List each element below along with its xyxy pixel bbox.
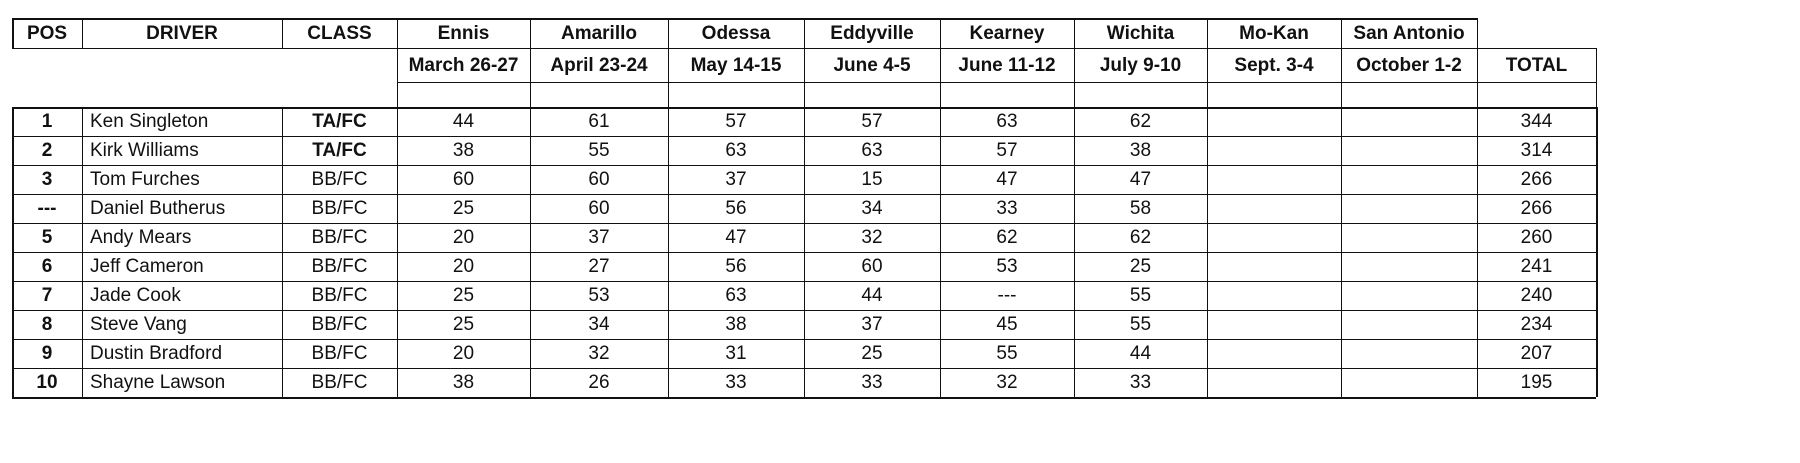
row-score: 53 [996, 256, 1018, 277]
row-score: 34 [861, 198, 883, 219]
header-event-city: Ennis [437, 22, 490, 44]
grid-line [1596, 48, 1597, 107]
row-score [1207, 310, 1341, 339]
row-class: BB/FC [311, 285, 368, 306]
row-score: 25 [452, 314, 475, 335]
grid-line [804, 107, 805, 397]
row-score: 47 [725, 227, 747, 248]
header-pos: POS [26, 22, 68, 44]
grid-line [397, 107, 398, 397]
row-class: TA/FC [312, 111, 367, 132]
grid-line [1207, 48, 1208, 107]
grid-line [1477, 107, 1478, 397]
row-driver: Tom Furches [90, 169, 200, 190]
grid-line [82, 18, 83, 48]
row-score [1341, 339, 1477, 368]
row-score: 27 [588, 256, 610, 277]
row-total: 314 [1520, 140, 1553, 161]
row-score: 55 [588, 140, 610, 161]
row-score: 56 [725, 198, 747, 219]
header-event-city: Mo-Kan [1239, 22, 1309, 44]
row-pos: 1 [41, 111, 53, 132]
standings-table [12, 18, 1788, 448]
row-score: 25 [1129, 256, 1152, 277]
grid-line [12, 397, 1596, 399]
row-class: BB/FC [311, 198, 368, 219]
row-score: 33 [861, 372, 883, 393]
row-score: 47 [996, 169, 1018, 190]
row-score: 33 [1129, 372, 1152, 393]
grid-line [940, 107, 941, 397]
row-score: 45 [996, 314, 1018, 335]
row-score: 20 [452, 227, 475, 248]
row-score: 55 [1129, 285, 1152, 306]
grid-line [397, 18, 398, 48]
row-score: 55 [996, 343, 1018, 364]
header-event-city: Eddyville [830, 22, 914, 44]
grid-line [668, 48, 669, 107]
row-total: 207 [1520, 343, 1553, 364]
row-score: 20 [452, 343, 475, 364]
row-score: 37 [861, 314, 883, 335]
grid-line [530, 48, 531, 107]
row-pos: 3 [41, 169, 53, 190]
grid-line [397, 48, 398, 107]
grid-line [530, 18, 531, 48]
row-score: 63 [725, 140, 747, 161]
row-class: BB/FC [311, 256, 368, 277]
row-driver: Dustin Bradford [90, 343, 223, 364]
row-score: --- [997, 285, 1017, 306]
row-score: 63 [725, 285, 747, 306]
row-score: 38 [452, 372, 475, 393]
grid-line [282, 18, 283, 48]
row-score [1207, 165, 1341, 194]
row-score: 63 [996, 111, 1018, 132]
grid-line [1207, 107, 1208, 397]
row-class: BB/FC [311, 372, 368, 393]
grid-line [12, 48, 1477, 49]
row-pos: 10 [36, 372, 58, 393]
row-score: 26 [588, 372, 610, 393]
row-score: 63 [861, 140, 883, 161]
row-score: 60 [588, 169, 610, 190]
row-class: BB/FC [311, 343, 368, 364]
row-score: 62 [1129, 111, 1152, 132]
header-event-dates: June 11-12 [958, 54, 1056, 76]
grid-line [1341, 18, 1342, 48]
grid-line [12, 107, 14, 397]
grid-line [668, 18, 669, 48]
grid-line [1341, 107, 1342, 397]
row-score: 25 [861, 343, 883, 364]
row-score: 47 [1129, 169, 1152, 190]
grid-line [668, 107, 669, 397]
row-score: 34 [588, 314, 610, 335]
grid-line [282, 107, 283, 397]
row-score [1207, 368, 1341, 397]
row-score [1207, 252, 1341, 281]
row-score [1341, 368, 1477, 397]
row-total: 195 [1520, 372, 1553, 393]
row-score: 62 [1129, 227, 1152, 248]
row-class: BB/FC [311, 227, 368, 248]
row-class: BB/FC [311, 169, 368, 190]
grid-line [804, 48, 805, 107]
row-pos: 2 [41, 140, 53, 161]
row-score [1341, 194, 1477, 223]
row-driver: Shayne Lawson [90, 372, 226, 393]
row-score [1207, 136, 1341, 165]
row-total: 240 [1520, 285, 1553, 306]
row-score: 57 [725, 111, 747, 132]
grid-line [12, 18, 14, 48]
row-total: 266 [1520, 198, 1553, 219]
row-total: 241 [1520, 256, 1553, 277]
row-driver: Daniel Butherus [90, 198, 226, 219]
row-score: 57 [861, 111, 883, 132]
grid-line [1596, 107, 1598, 397]
header-event-city: Amarillo [560, 22, 638, 44]
row-score: 25 [452, 285, 475, 306]
row-score: 38 [725, 314, 747, 335]
row-score: 31 [725, 343, 747, 364]
row-score: 60 [588, 198, 610, 219]
row-score: 38 [1129, 140, 1152, 161]
row-driver: Steve Vang [90, 314, 187, 335]
row-score: 25 [452, 198, 475, 219]
grid-line [1074, 18, 1075, 48]
row-total: 266 [1520, 169, 1553, 190]
row-driver: Jade Cook [90, 285, 181, 306]
header-event-city: Kearney [969, 22, 1045, 44]
row-score: 33 [725, 372, 747, 393]
row-score: 37 [725, 169, 747, 190]
header-event-city: Odessa [701, 22, 771, 44]
row-driver: Ken Singleton [90, 111, 209, 132]
row-pos: 7 [41, 285, 53, 306]
row-score: 55 [1129, 314, 1152, 335]
row-total: 344 [1520, 111, 1553, 132]
row-score [1341, 136, 1477, 165]
row-score: 60 [861, 256, 883, 277]
header-event-city: San Antonio [1353, 22, 1465, 44]
header-event-city: Wichita [1106, 22, 1175, 44]
row-driver: Kirk Williams [90, 140, 199, 161]
grid-line [940, 18, 941, 48]
row-pos: 6 [41, 256, 53, 277]
row-score [1341, 223, 1477, 252]
header-event-dates: April 23-24 [550, 54, 648, 76]
header-class: CLASS [307, 22, 372, 44]
row-score: 44 [1129, 343, 1152, 364]
grid-line [804, 18, 805, 48]
row-score: 57 [996, 140, 1018, 161]
grid-line [530, 107, 531, 397]
row-pos: 9 [41, 343, 53, 364]
row-class: BB/FC [311, 314, 368, 335]
row-score: 44 [861, 285, 883, 306]
row-driver: Jeff Cameron [90, 256, 204, 277]
grid-line [940, 48, 941, 107]
row-score: 62 [996, 227, 1018, 248]
grid-line [1477, 48, 1596, 49]
header-event-dates: March 26-27 [408, 54, 519, 76]
row-score: 53 [588, 285, 610, 306]
row-score [1207, 107, 1341, 136]
row-score: 58 [1129, 198, 1152, 219]
row-score: 32 [861, 227, 883, 248]
row-score [1341, 165, 1477, 194]
header-driver: DRIVER [146, 22, 218, 44]
row-score [1341, 252, 1477, 281]
row-score: 56 [725, 256, 747, 277]
row-score [1341, 281, 1477, 310]
grid-line [82, 107, 83, 397]
row-score [1341, 107, 1477, 136]
row-score: 20 [452, 256, 475, 277]
grid-line [1477, 48, 1478, 107]
grid-line [1074, 107, 1075, 397]
row-score [1207, 194, 1341, 223]
row-driver: Andy Mears [90, 227, 192, 248]
row-score: 37 [588, 227, 610, 248]
row-score: 32 [588, 343, 610, 364]
row-score [1207, 281, 1341, 310]
grid-line [1074, 48, 1075, 107]
header-event-dates: Sept. 3-4 [1234, 54, 1314, 76]
row-score: 32 [996, 372, 1018, 393]
grid-line [1207, 18, 1208, 48]
row-pos: --- [37, 198, 57, 219]
grid-line [1477, 18, 1478, 48]
row-total: 260 [1520, 227, 1553, 248]
row-score [1207, 339, 1341, 368]
header-event-dates: June 4-5 [833, 54, 911, 76]
header-total: TOTAL [1505, 54, 1568, 76]
row-pos: 5 [41, 227, 53, 248]
header-event-dates: October 1-2 [1356, 54, 1462, 76]
row-score [1207, 223, 1341, 252]
grid-line [12, 18, 1477, 20]
row-score: 60 [452, 169, 475, 190]
grid-line [1341, 48, 1342, 107]
row-score: 61 [588, 111, 610, 132]
row-score: 15 [861, 169, 883, 190]
row-score: 33 [996, 198, 1018, 219]
grid-line [397, 82, 1596, 83]
header-event-dates: May 14-15 [690, 54, 782, 76]
row-score: 44 [452, 111, 475, 132]
row-total: 234 [1520, 314, 1553, 335]
row-pos: 8 [41, 314, 53, 335]
row-score [1341, 310, 1477, 339]
row-score: 38 [452, 140, 475, 161]
header-event-dates: July 9-10 [1099, 54, 1182, 76]
row-class: TA/FC [312, 140, 367, 161]
